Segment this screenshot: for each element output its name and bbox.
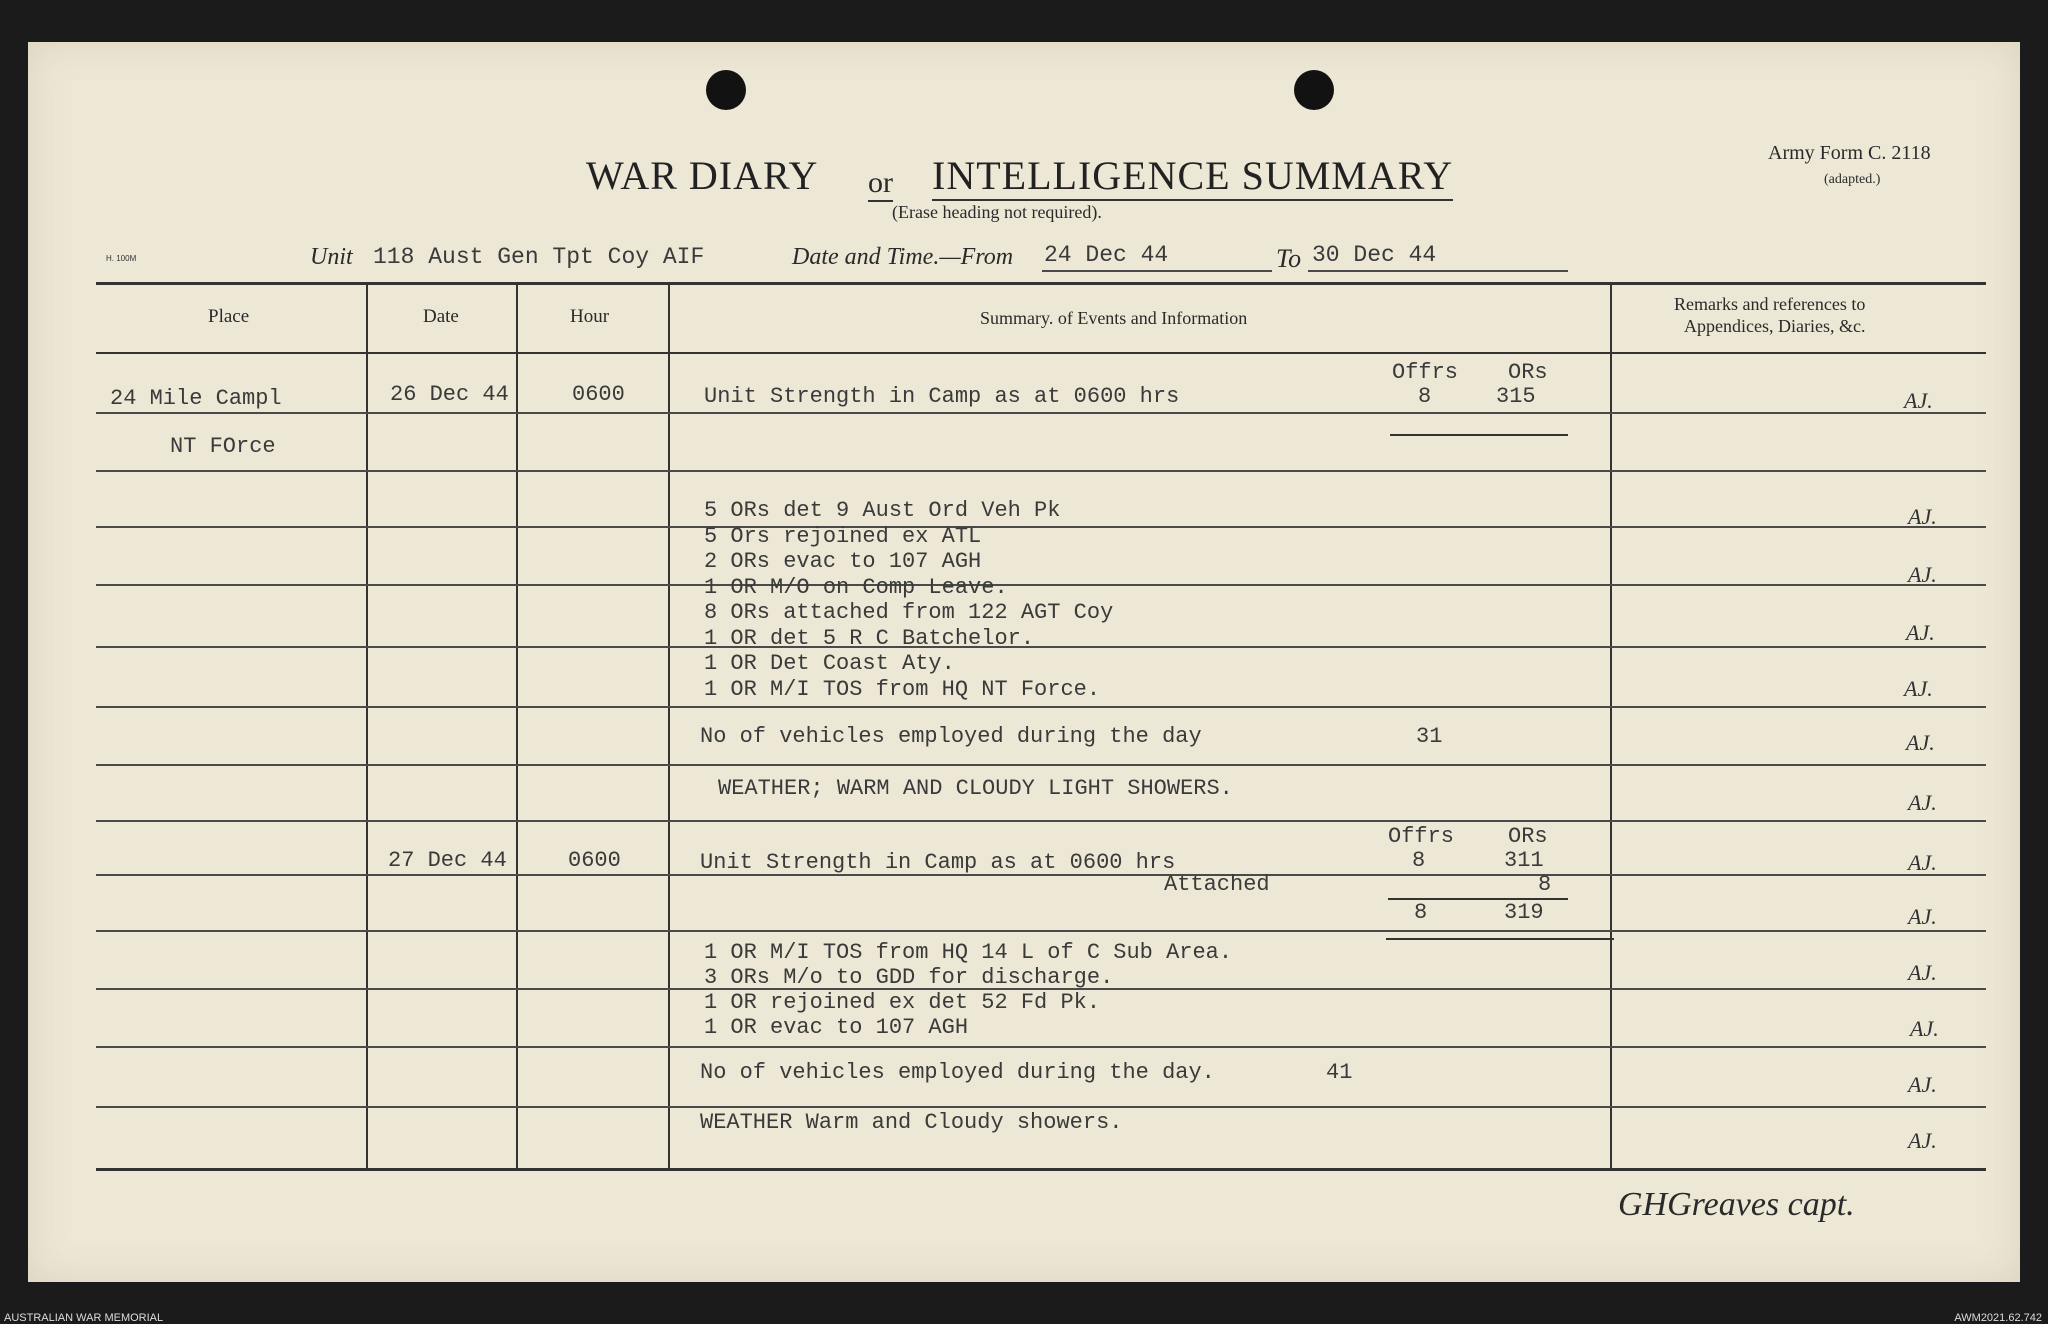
signature: GHGreaves capt. [1618,1186,1855,1223]
place-line2: NT FOrce [170,434,276,459]
date-to-value: 30 Dec 44 [1312,242,1437,268]
day1-entry: 1 OR M/I TOS from HQ NT Force. [704,676,1101,702]
day2-weather: WEATHER Warm and Cloudy showers. [700,1110,1123,1135]
day2-vehicles-count: 41 [1326,1060,1353,1085]
day1-vehicles-count: 31 [1416,724,1443,749]
day1-hour: 0600 [572,382,625,407]
day2-date: 27 Dec 44 [388,848,507,873]
day2-total-ors: 319 [1504,900,1544,925]
remarks-initial: AJ. [1908,850,1937,875]
day1-entry: 1 OR Det Coast Aty. [704,651,955,676]
col-header-date: Date [423,306,459,327]
day1-ors: 315 [1496,384,1536,409]
date-from-value: 24 Dec 44 [1044,242,1169,268]
day1-offrs: 8 [1418,384,1432,409]
footer-left: AUSTRALIAN WAR MEMORIAL [4,1312,164,1324]
remarks-initial: AJ. [1910,1016,1939,1041]
remarks-initial: AJ. [1906,620,1935,645]
day1-strength-text: Unit Strength in Camp as at 0600 hrs [704,384,1180,409]
title-or: or [868,166,893,202]
day2-entry: 1 OR rejoined ex det 52 Fd Pk. [704,990,1101,1015]
col-header-summary: Summary. of Events and Information [980,308,1248,328]
day1-entry: 2 ORs evac to 107 AGH [704,549,982,574]
col-header-remarks-line1: Remarks and references to [1674,294,1866,314]
remarks-initial: AJ. [1904,676,1933,701]
day2-attached-count: 8 [1538,872,1552,897]
footer-right: AWM2021.62.742 [1954,1312,2042,1324]
day1-entries [704,498,1113,702]
remarks-initial: AJ. [1908,1128,1937,1153]
unit-value: 118 Aust Gen Tpt Coy AIF [373,244,705,270]
col-header-hour: Hour [570,306,610,327]
day1-vehicles-text: No of vehicles employed during the day [700,724,1202,749]
punch-hole-right [1294,70,1334,110]
day2-total-offrs: 8 [1414,900,1428,925]
day1-offrs-label: Offrs [1392,360,1459,385]
day1-date: 26 Dec 44 [390,382,509,407]
to-label: To [1276,244,1302,273]
remarks-initial: AJ. [1906,730,1935,755]
day2-entries [704,940,1232,1040]
day1-weather: WEATHER; WARM AND CLOUDY LIGHT SHOWERS. [718,776,1233,801]
day1-entry: 1 OR det 5 R C Batchelor. [704,625,1035,651]
army-form-label: Army Form C. 2118 [1768,142,1931,164]
date-time-label: Date and Time.—From [792,244,1014,270]
day2-entry: 1 OR M/I TOS from HQ 14 L of C Sub Area. [704,940,1233,965]
day1-ors-label: ORs [1508,360,1548,385]
unit-label: Unit [310,244,353,270]
day2-vehicles-text: No of vehicles employed during the day. [700,1060,1215,1085]
day1-entry: 5 ORs det 9 Aust Ord Veh Pk [704,498,1061,523]
day1-entry: 8 ORs attached from 122 AGT Coy [704,600,1114,625]
day2-entry: 1 OR evac to 107 AGH [704,1015,969,1040]
remarks-initial: AJ. [1908,562,1937,587]
title-war-diary: WAR DIARY [586,153,819,198]
erase-note: (Erase heading not required). [892,202,1102,222]
day2-offrs-label: Offrs [1388,824,1455,849]
document-page [28,42,2020,1282]
col-header-place: Place [208,306,250,327]
day1-entry: 1 OR M/O on Comp Leave. [704,574,1008,600]
day2-strength-text: Unit Strength in Camp as at 0600 hrs [700,850,1176,875]
adapted-label: (adapted.) [1824,172,1881,187]
day1-entry: 5 Ors rejoined ex ATL [704,523,982,549]
place-line1: 24 Mile Campl [110,386,282,411]
day2-offrs: 8 [1412,848,1426,873]
punch-hole-left [706,70,746,110]
remarks-initial: AJ. [1908,504,1937,529]
remarks-initial: AJ. [1908,790,1937,815]
form-code: H. 100M [106,254,137,263]
col-header-remarks-line2: Appendices, Diaries, &c. [1684,316,1866,336]
title-intelligence-summary: INTELLIGENCE SUMMARY [932,152,1453,201]
remarks-initial: AJ. [1908,1072,1937,1097]
day2-ors-label: ORs [1508,824,1548,849]
remarks-initial: AJ. [1908,904,1937,929]
day2-ors: 311 [1504,848,1544,873]
remarks-initial: AJ. [1908,960,1937,985]
day2-hour: 0600 [568,848,621,873]
day2-attached-label: Attached [1164,872,1270,897]
day2-entry: 3 ORs M/o to GDD for discharge. [704,965,1114,990]
remarks-initial: AJ. [1904,388,1933,413]
